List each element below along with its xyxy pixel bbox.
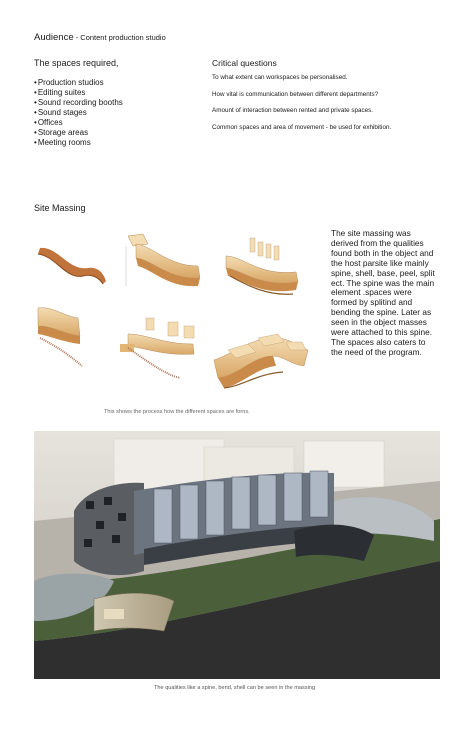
diagram-split-mass	[38, 308, 82, 366]
audience-heading	[34, 32, 166, 43]
massing-description: The site massing was derived from the qualities found both in the object and the host parsite like mainly spine, shell, base, peel, split ect. The spine was the main element .spaces were formed by splitind and bending the spine. Later as seen in the object masses were attached to this spine. The spaces also caters to the need of the program.	[331, 228, 435, 357]
render-image	[34, 431, 440, 679]
diagram-bent-mass	[126, 234, 200, 286]
critical-questions-title: Critical questions	[212, 58, 277, 68]
site-massing-title: Site Massing	[34, 203, 86, 213]
diagram-spine	[38, 248, 106, 284]
list-item: Amount of interaction between rented and private spaces.	[212, 107, 374, 114]
render-caption: The qualities like a spine, bend, shell can be seen in the massing	[154, 685, 316, 691]
list-item: • Meeting rooms	[34, 138, 123, 148]
list-item: How vital is communication between different departments?	[212, 90, 379, 98]
list-item: • Offices	[34, 118, 123, 128]
list-item: • Sound stages	[34, 108, 123, 118]
diagram-caption: This shows the process how the different spaces are forns.	[104, 409, 250, 415]
list-item: • Storage areas	[34, 128, 123, 138]
critical-questions-list	[212, 74, 391, 140]
diagram-tower-mass	[226, 238, 298, 294]
diagram-final-composition	[214, 334, 308, 388]
spaces-list	[34, 78, 123, 148]
list-item: To what extent can workspaces be personalised.	[212, 74, 348, 81]
massing-diagrams	[28, 226, 328, 406]
list-item: • Sound recording booths	[34, 98, 123, 108]
diagram-attached-masses	[120, 318, 194, 378]
spaces-title: The spaces required,	[34, 58, 119, 68]
list-item: • Production studios	[34, 78, 123, 88]
list-item: • Editing suites	[34, 88, 123, 98]
list-item: Common spaces and area of movement - be used for exhibition.	[212, 123, 392, 131]
audience-detail: - Content production studio	[73, 33, 166, 42]
audience-label: Audience	[34, 32, 74, 43]
